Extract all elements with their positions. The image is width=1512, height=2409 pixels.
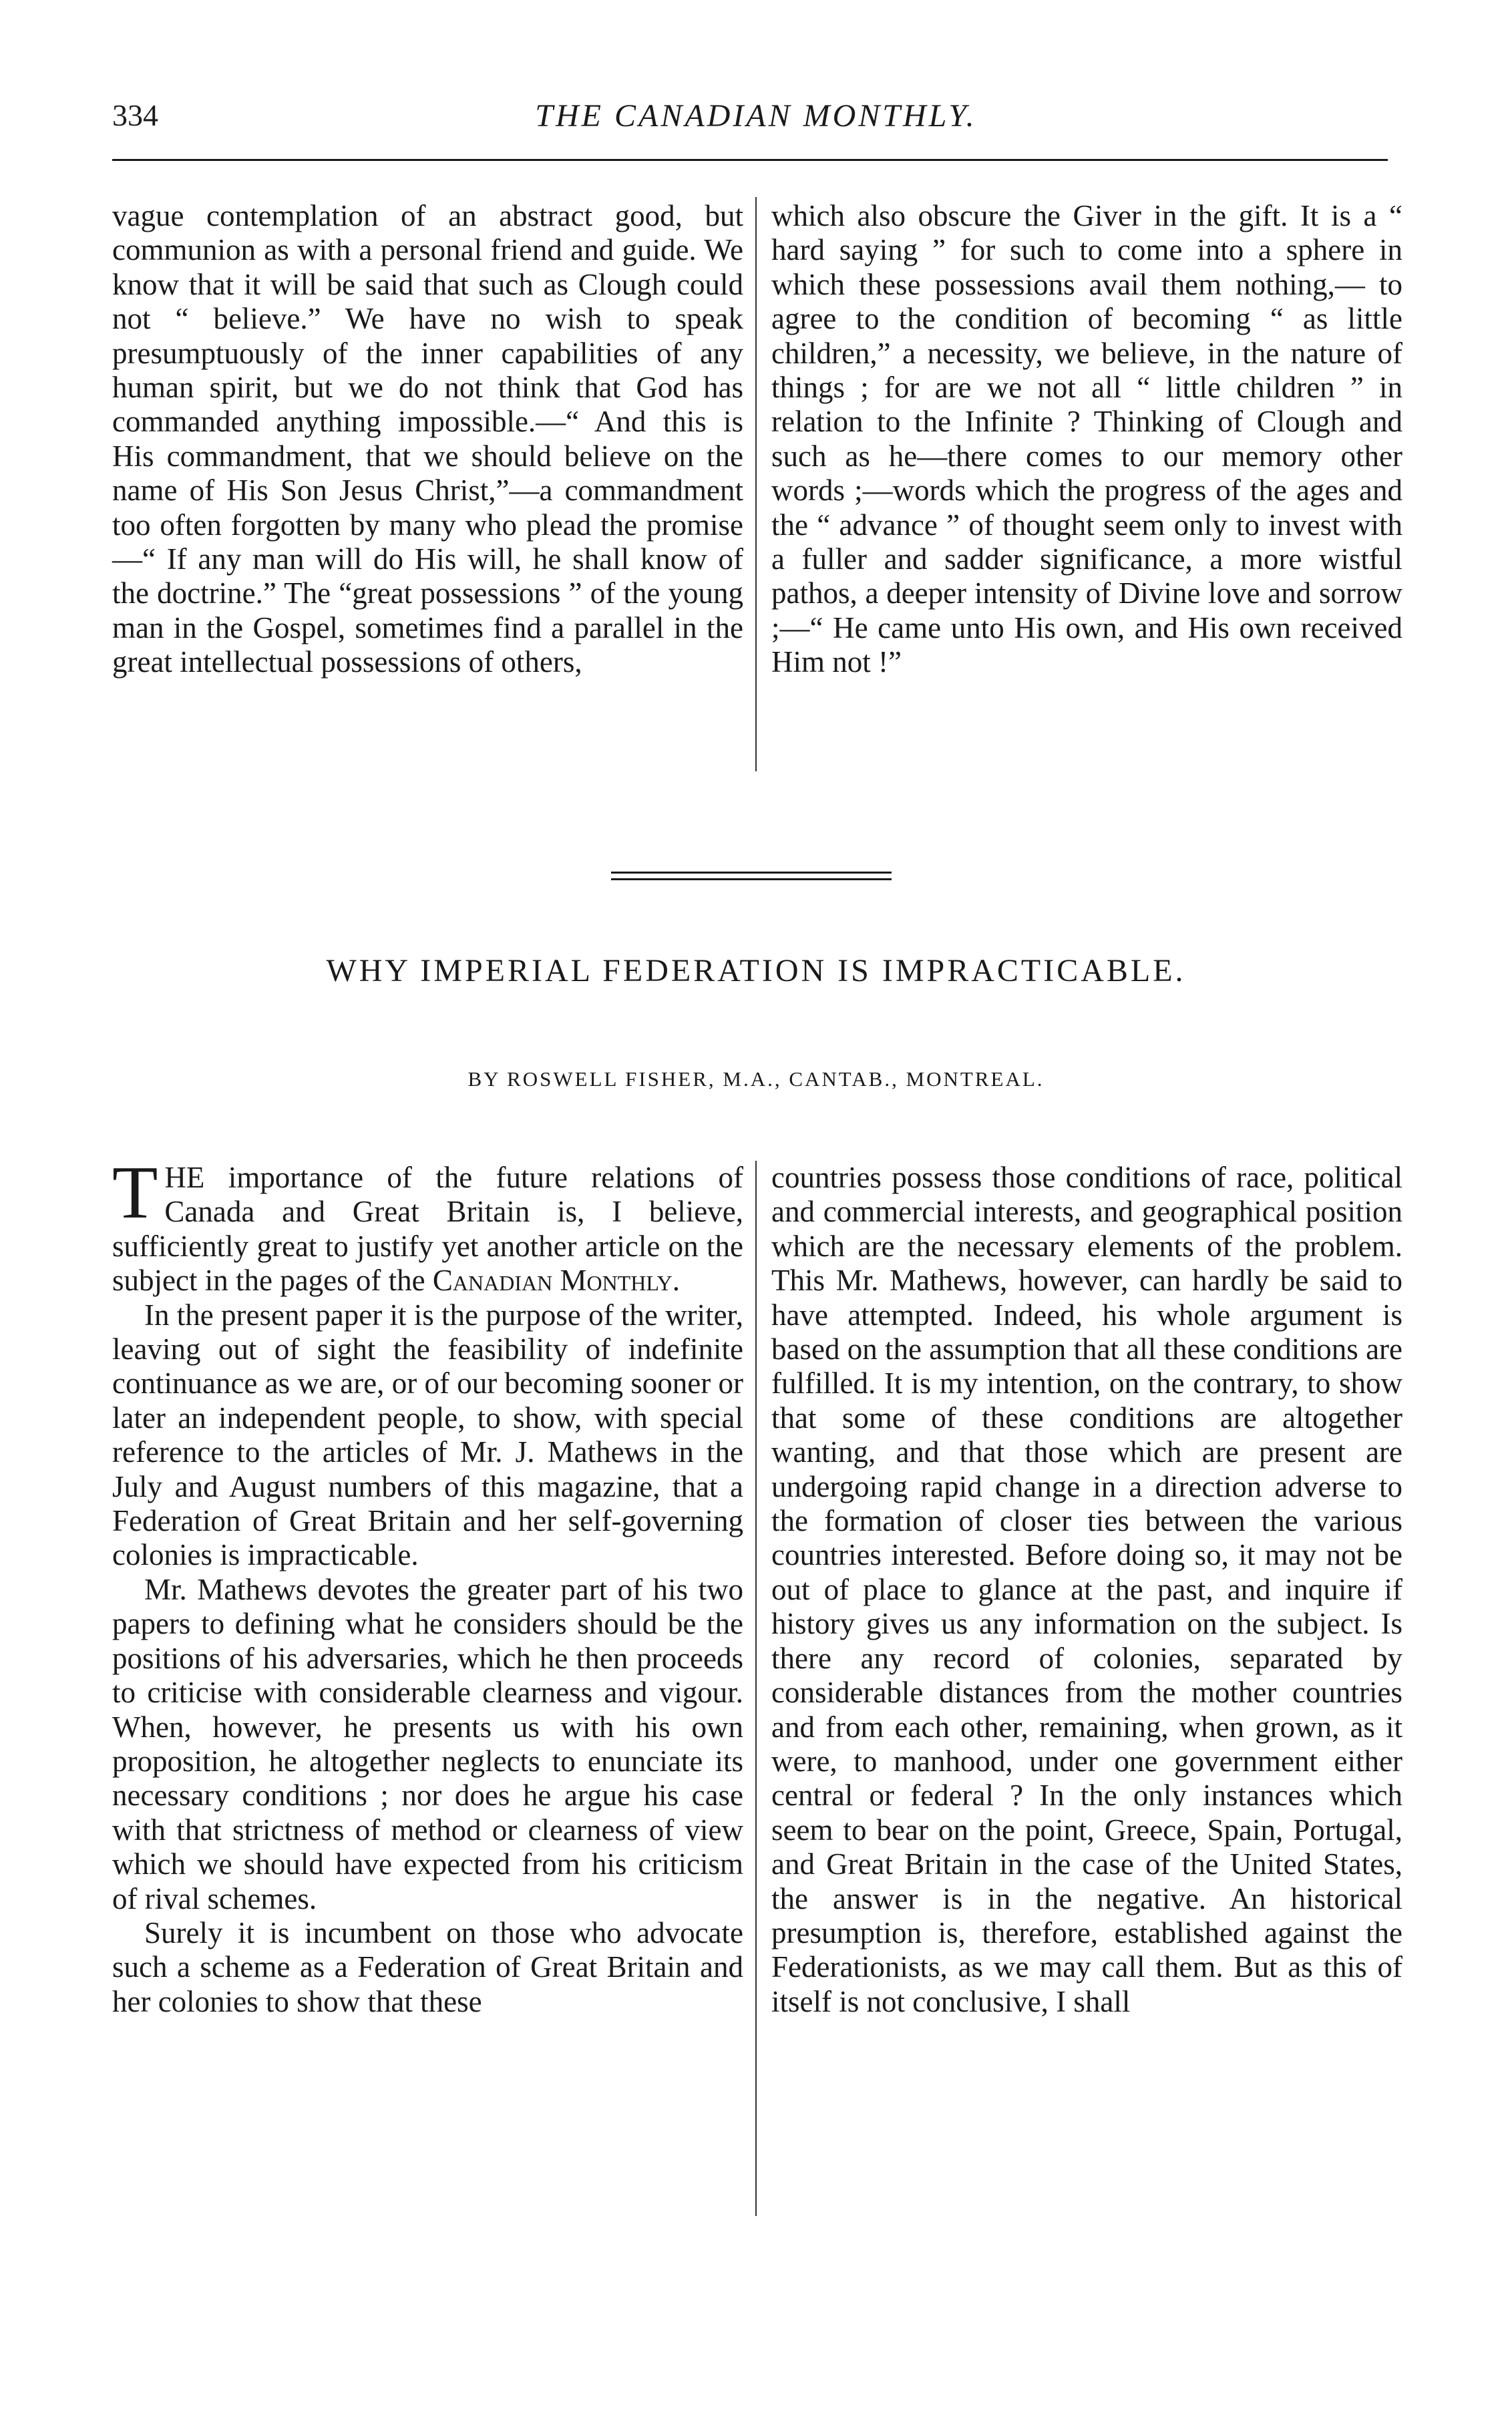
article-left-column — [112, 1151, 743, 2019]
page-number: 334 — [112, 98, 158, 132]
magazine-name: Canadian Monthly — [432, 1264, 673, 1298]
article-paragraph-2: In the present paper it is the purpose of the writer, leaving out of sight the feasibility of indefinite continuance as we are, or of our becoming sooner or later an independent people, to show, with special reference to the articles of Mr. J. Mathews in the July and August numbers of this magazine, that a Federation of Great Britain and her self-governing colonies is impracticable. — [112, 1298, 743, 1572]
paragraph-1-text: HE importance of the future relations of Canada and Great Britain is, I believe, sufficiently great to justify yet another article on the subject in the pages of the — [112, 1161, 743, 1298]
section-divider — [611, 872, 892, 880]
paragraph-1-end: . — [672, 1264, 681, 1298]
article-right-column — [771, 1161, 1402, 2019]
header-rule — [112, 159, 1388, 161]
column-divider-bottom — [755, 1161, 757, 2216]
article-title: WHY IMPERIAL FEDERATION IS IMPRACTICABLE. — [326, 953, 1186, 988]
previous-article-right-text: which also obscure the Giver in the gift. It is a “ hard saying ” for such to come into a sphere in which these possessions avail them nothing,— to agree to the condition of becoming “ as little children,” a necessity, we believe, in the nature of things ; for are we not all “ little children ” in relation to the Infinite ? Thinking of Clough and such as he—there comes to our memory other words ;—words which the progress of the ages and the “ advance ” of thought seem only to invest with a fuller and sadder significance, a more wistful pathos, a deeper intensity of Divine love and sorrow ;—“ He came unto His own, and His own received Him not !” — [771, 199, 1402, 679]
previous-article-left-text: vague contemplation of an abstract good, but communion as with a personal friend and guide. We know that it will be said that such as Clough could not “ believe.” We have no wish to speak presumptuously of the inner capabilities of any human spirit, but we do not think that God has commanded anything impossible.—“ And this is His commandment, that we should believe on the name of His Son Jesus Christ,”—a commandment too often forgotten by many who plead the promise—“ If any man will do His will, he shall know of the doctrine.” The “great possessions ” of the young man in the Gospel, sometimes find a parallel in the great intellectual possessions of others, — [112, 199, 743, 679]
article-byline: BY ROSWELL FISHER, M.A., CANTAB., MONTREAL. — [467, 1067, 1045, 1091]
running-head: THE CANADIAN MONTHLY. — [535, 98, 977, 134]
previous-article-right-column — [771, 199, 1402, 680]
previous-article-left-column — [112, 199, 743, 680]
article-paragraph-3: Mr. Mathews devotes the greater part of his two papers to defining what he considers should be the positions of his adversaries, which he then proceeds to criticise with considerable clearness and vigour. When, however, he presents us with his own proposition, he altogether neglects to enunciate its necessary conditions ; nor does he argue his case with that strictness of method or clearness of view which we should have expected from his criticism of rival schemes. — [112, 1572, 743, 1915]
article-paragraph-1 — [112, 1151, 743, 1298]
drop-cap: T — [112, 1151, 158, 1234]
article-paragraph-4: Surely it is incumbent on those who advocate such a scheme as a Federation of Great Britain and her colonies to show that these — [112, 1915, 743, 2018]
article-right-text: countries possess those conditions of race, political and commercial interests, and geographical position which are the necessary elements of the problem. This Mr. Mathews, however, can hardly be said to have attempted. Indeed, his whole argument is based on the assumption that all these conditions are fulfilled. It is my intention, on the contrary, to show that some of these conditions are altogether wanting, and that those which are present are undergoing rapid change in a direction adverse to the formation of closer ties between the various countries interested. Before doing so, it may not be out of place to glance at the past, and inquire if history gives us any information on the subject. Is there any record of colonies, separated by considerable distances from the mother countries and from each other, remaining, when grown, as it were, to manhood, under one government either central or federal ? In the only instances which seem to bear on the point, Greece, Spain, Portugal, and Great Britain in the case of the United States, the answer is in the negative. An historical presumption is, therefore, established against the Federationists, as we may call them. But as this of itself is not conclusive, I shall — [771, 1161, 1402, 2018]
column-divider-top — [755, 197, 757, 771]
